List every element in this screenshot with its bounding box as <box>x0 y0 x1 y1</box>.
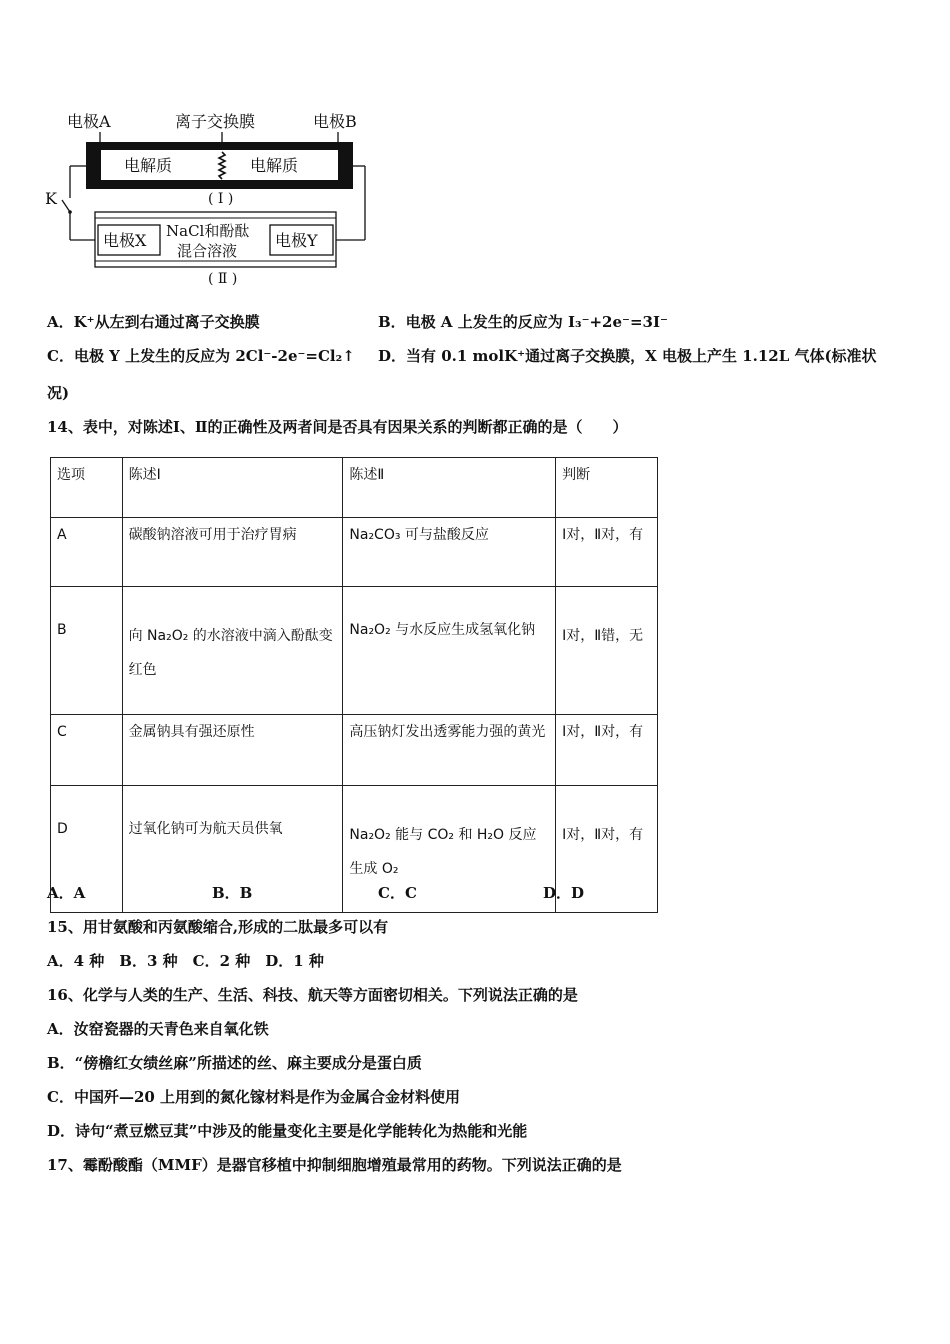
table-cell: B <box>51 587 123 715</box>
q15-stem: 15、用甘氨酸和丙氨酸缩合,形成的二肽最多可以有 <box>47 918 389 936</box>
q16-option-b: B．“傍檐红女绩丝麻”所描述的丝、麻主要成分是蛋白质 <box>47 1054 422 1072</box>
table-header-cell: 陈述Ⅱ <box>343 458 556 518</box>
table-cell: A <box>51 518 123 587</box>
electrolyte-right: 电解质 <box>250 156 299 175</box>
q13-option-c: C．电极 Y 上发生的反应为 2Cl⁻-2e⁻=Cl₂↑ <box>47 347 355 365</box>
cell-one-label: ( I ) <box>208 191 234 207</box>
membrane-label: 离子交换膜 <box>175 112 256 131</box>
table-header-cell: 陈述Ⅰ <box>122 458 343 518</box>
table-cell: Ⅰ对，Ⅱ对，有 <box>556 715 658 786</box>
table-row <box>51 518 658 587</box>
switch-k-symbol <box>62 200 70 212</box>
table-cell: Ⅰ对，Ⅱ错，无 <box>556 587 658 715</box>
table-cell: 向 Na₂O₂ 的水溶液中滴入酚酞变红色 <box>122 587 343 715</box>
table-header-cell: 判断 <box>556 458 658 518</box>
electrochemistry-diagram <box>40 100 380 300</box>
table-cell: 过氧化钠可为航天员供氧 <box>122 786 343 913</box>
electrolyte-left: 电解质 <box>124 156 173 175</box>
electrode-y-label: 电极Y <box>275 231 318 250</box>
electrode-x-label: 电极X <box>103 231 147 250</box>
q16-option-d: D．诗句“煮豆燃豆萁”中涉及的能量变化主要是化学能转化为热能和光能 <box>47 1122 528 1140</box>
table-row <box>51 715 658 786</box>
solution-line-2: 混合溶液 <box>177 242 238 260</box>
q16-option-c: C．中国歼—20 上用到的氮化镓材料是作为金属合金材料使用 <box>47 1088 461 1106</box>
table-cell: 金属钠具有强还原性 <box>122 715 343 786</box>
table-cell: Na₂O₂ 与水反应生成氢氧化钠 <box>343 587 556 715</box>
q13-option-d: D．当有 0.1 molK⁺通过离子交换膜，X 电极上产生 1.12L 气体(标准状 <box>378 347 877 365</box>
table-cell: C <box>51 715 123 786</box>
q14-option-d: D．D <box>543 884 585 902</box>
table-header-cell: 选项 <box>51 458 123 518</box>
cell-two-label: ( Ⅱ ) <box>208 271 238 287</box>
q14-stem: 14、表中，对陈述Ⅰ、Ⅱ的正确性及两者间是否具有因果关系的判断都正确的是（ ） <box>47 418 628 436</box>
solution-line-1: NaCl和酚酞 <box>166 222 250 240</box>
table-cell: 高压钠灯发出透雾能力强的黄光 <box>343 715 556 786</box>
electrode-b-label: 电极B <box>313 112 357 131</box>
q14-option-b: B．B <box>212 884 253 902</box>
electrode-a-label: 电极A <box>67 112 111 131</box>
table-cell: Na₂CO₃ 可与盐酸反应 <box>343 518 556 587</box>
table-header-row <box>51 458 658 518</box>
q13-option-d-continued: 况) <box>47 384 70 402</box>
q14-option-c: C．C <box>378 884 417 902</box>
table-cell: Ⅰ对，Ⅱ对，有 <box>556 518 658 587</box>
q14-option-a: A．A <box>47 884 86 902</box>
table-cell: Na₂O₂ 能与 CO₂ 和 H₂O 反应生成 O₂ <box>343 786 556 913</box>
q13-option-a: A．K⁺从左到右通过离子交换膜 <box>47 313 260 331</box>
q15-options: A．4 种 B．3 种 C．2 种 D．1 种 <box>47 952 324 970</box>
q16-stem: 16、化学与人类的生产、生活、科技、航天等方面密切相关。下列说法正确的是 <box>47 986 578 1004</box>
table-cell: Ⅰ对，Ⅱ对，有 <box>556 786 658 913</box>
switch-k-label: K <box>45 189 57 208</box>
q13-option-b: B．电极 A 上发生的反应为 I₃⁻+2e⁻=3I⁻ <box>378 313 668 331</box>
table-cell: 碳酸钠溶液可用于治疗胃病 <box>122 518 343 587</box>
table-row <box>51 587 658 715</box>
q16-option-a: A．汝窑瓷器的天青色来自氧化铁 <box>47 1020 269 1038</box>
q14-table <box>50 457 658 913</box>
q17-stem: 17、霉酚酸酯（MMF）是器官移植中抑制细胞增殖最常用的药物。下列说法正确的是 <box>47 1156 622 1174</box>
table-cell: D <box>51 786 123 913</box>
